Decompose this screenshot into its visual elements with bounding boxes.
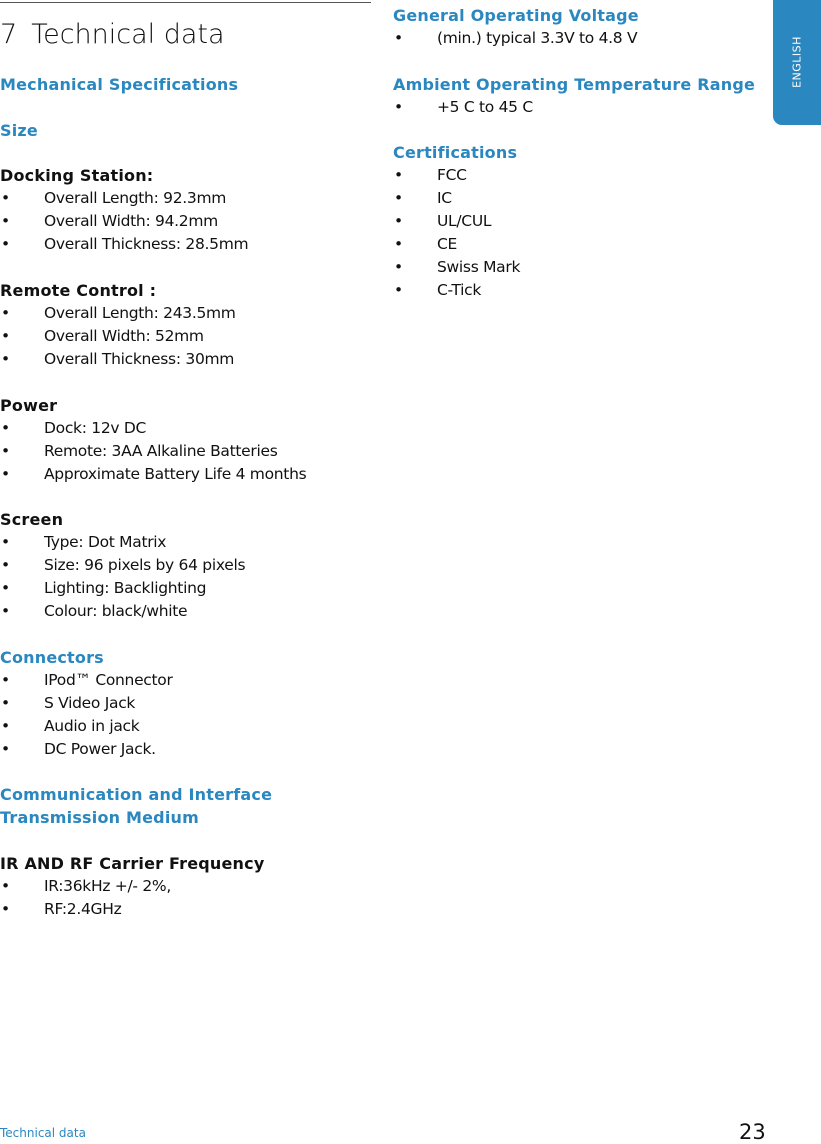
power-list: [0, 417, 306, 486]
chapter-number: 7: [0, 19, 18, 50]
remote-control-heading: Remote Control :: [0, 281, 157, 300]
communication-heading-line2: Transmission Medium: [0, 808, 199, 827]
list-item: • RF:2.4GHz: [1, 900, 122, 918]
certifications-list: [393, 164, 520, 302]
list-item: • C-Tick: [394, 281, 481, 299]
list-item: • Size: 96 pixels by 64 pixels: [1, 556, 246, 574]
certifications-section: [393, 141, 520, 302]
list-item: • Remote: 3AA Alkaline Batteries: [1, 442, 278, 460]
page-number: 23: [739, 1120, 766, 1144]
list-item: • Type: Dot Matrix: [1, 533, 167, 551]
temperature-list: [393, 96, 755, 119]
footer-section-label: Technical data: [0, 1126, 86, 1140]
docking-station-heading: Docking Station:: [0, 166, 154, 185]
list-item: • Lighting: Backlighting: [1, 579, 207, 597]
list-item: • CE: [394, 235, 458, 253]
list-item: • Overall Thickness: 30mm: [1, 350, 235, 368]
ir-rf-heading: IR AND RF Carrier Frequency: [0, 854, 265, 873]
list-item: • Audio in jack: [1, 717, 140, 735]
list-item: • DC Power Jack.: [1, 740, 156, 758]
mechanical-specifications-heading: Mechanical Specifications: [0, 75, 239, 94]
remote-control-list: [0, 302, 236, 371]
screen-list: [0, 531, 245, 623]
power-heading: Power: [0, 396, 58, 415]
chapter-title-text: Technical data: [31, 19, 225, 50]
list-item: • Overall Thickness: 28.5mm: [1, 235, 249, 253]
ir-rf-section: [0, 852, 264, 921]
list-item: • Overall Width: 52mm: [1, 327, 204, 345]
screen-section: [0, 508, 245, 623]
size-heading: Size: [0, 121, 38, 140]
list-item: • Dock: 12v DC: [1, 419, 147, 437]
list-item: • Overall Width: 94.2mm: [1, 212, 218, 230]
voltage-heading: General Operating Voltage: [393, 6, 639, 25]
connectors-heading: Connectors: [0, 648, 104, 667]
list-item: • Colour: black/white: [1, 602, 188, 620]
docking-station-list: [0, 187, 248, 256]
screen-heading: Screen: [0, 510, 64, 529]
connectors-list: [0, 669, 173, 761]
list-item: • S Video Jack: [1, 694, 136, 712]
temperature-heading: Ambient Operating Temperature Range: [393, 75, 756, 94]
ir-rf-list: [0, 875, 264, 921]
connectors-section: [0, 646, 173, 761]
language-tab-label: ENGLISH: [790, 36, 804, 88]
list-item: • Approximate Battery Life 4 months: [1, 465, 307, 483]
list-item: • +5 C to 45 C: [394, 98, 533, 116]
list-item: • UL/CUL: [394, 212, 492, 230]
list-item: • Overall Length: 92.3mm: [1, 189, 227, 207]
docking-station-section: [0, 164, 248, 256]
list-item: • IR:36kHz +/- 2%,: [1, 877, 171, 895]
voltage-section: [393, 4, 639, 50]
certifications-heading: Certifications: [393, 143, 518, 162]
list-item: • FCC: [394, 166, 467, 184]
communication-heading-line1: Communication and Interface: [0, 785, 273, 804]
voltage-list: [393, 27, 639, 50]
list-item: • IC: [394, 189, 452, 207]
list-item: • (min.) typical 3.3V to 4.8 V: [394, 29, 638, 47]
temperature-section: [393, 73, 755, 119]
chapter-title: [0, 19, 225, 50]
power-section: [0, 394, 306, 486]
top-rule: [0, 2, 371, 3]
list-item: • Overall Length: 243.5mm: [1, 304, 236, 322]
language-tab: [773, 0, 821, 125]
list-item: • Swiss Mark: [394, 258, 521, 276]
remote-control-section: [0, 279, 236, 371]
communication-heading: [0, 783, 272, 829]
list-item: • IPod™ Connector: [1, 671, 173, 689]
